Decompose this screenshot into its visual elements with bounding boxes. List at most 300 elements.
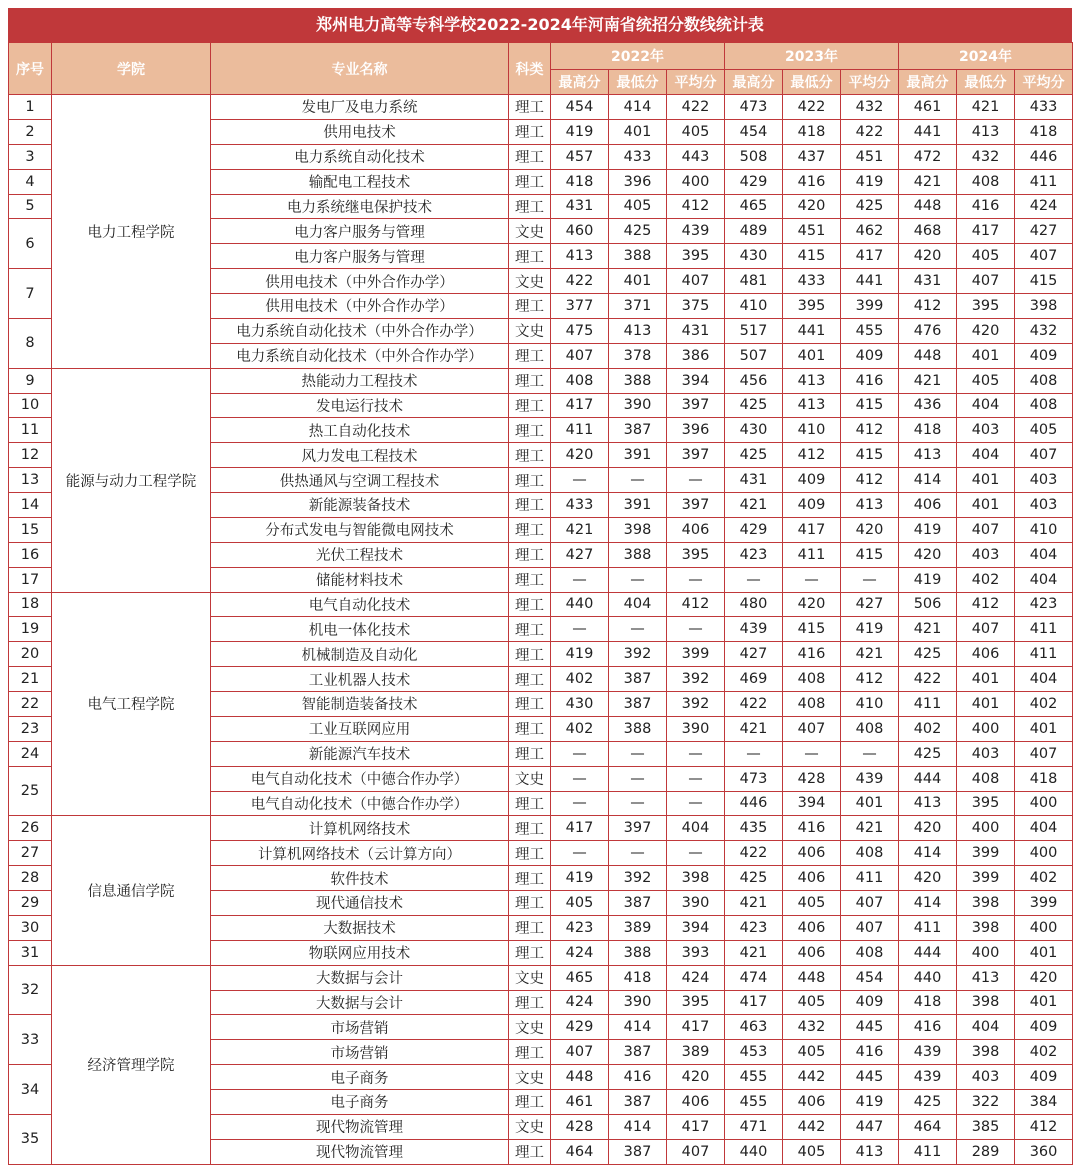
subject-cell: 理工: [509, 990, 551, 1015]
min-score-cell: 416: [783, 169, 841, 194]
college-cell: 信息通信学院: [52, 816, 211, 965]
min-score-cell: 432: [957, 144, 1015, 169]
avg-score-cell: 408: [1015, 393, 1073, 418]
min-score-cell: 395: [957, 791, 1015, 816]
avg-score-cell: 415: [841, 443, 899, 468]
avg-score-cell: 395: [667, 990, 725, 1015]
header-min-score: 最低分: [957, 70, 1015, 95]
avg-score-cell: 398: [667, 866, 725, 891]
min-score-cell: 388: [609, 940, 667, 965]
max-score-cell: 425: [899, 642, 957, 667]
header-college: 学院: [52, 43, 211, 95]
max-score-cell: 444: [899, 766, 957, 791]
major-cell: 软件技术: [211, 866, 509, 891]
avg-score-cell: —: [667, 741, 725, 766]
row-number-cell: 1: [9, 95, 52, 120]
avg-score-cell: 422: [841, 119, 899, 144]
avg-score-cell: 409: [841, 990, 899, 1015]
major-cell: 供用电技术（中外合作办学）: [211, 269, 509, 294]
min-score-cell: 420: [957, 318, 1015, 343]
avg-score-cell: 401: [841, 791, 899, 816]
max-score-cell: 457: [551, 144, 609, 169]
college-cell: 能源与动力工程学院: [52, 368, 211, 592]
min-score-cell: 432: [783, 1015, 841, 1040]
max-score-cell: 419: [551, 119, 609, 144]
max-score-cell: 420: [899, 244, 957, 269]
max-score-cell: 427: [725, 642, 783, 667]
min-score-cell: 387: [609, 1040, 667, 1065]
subject-cell: 理工: [509, 468, 551, 493]
avg-score-cell: 411: [1015, 642, 1073, 667]
avg-score-cell: 396: [667, 418, 725, 443]
row-number-cell: 18: [9, 592, 52, 617]
min-score-cell: 398: [957, 915, 1015, 940]
major-cell: 机电一体化技术: [211, 617, 509, 642]
major-cell: 电子商务: [211, 1065, 509, 1090]
max-score-cell: 422: [725, 692, 783, 717]
max-score-cell: 411: [899, 1139, 957, 1164]
avg-score-cell: 462: [841, 219, 899, 244]
table-row: [9, 965, 1073, 990]
major-cell: 现代通信技术: [211, 891, 509, 916]
max-score-cell: 422: [725, 841, 783, 866]
max-score-cell: 430: [725, 418, 783, 443]
avg-score-cell: 415: [1015, 269, 1073, 294]
min-score-cell: 401: [783, 343, 841, 368]
row-number-cell: 17: [9, 567, 52, 592]
major-cell: 电力系统自动化技术: [211, 144, 509, 169]
min-score-cell: 412: [957, 592, 1015, 617]
header-avg-score: 平均分: [667, 70, 725, 95]
avg-score-cell: 415: [841, 542, 899, 567]
min-score-cell: 413: [957, 965, 1015, 990]
max-score-cell: 489: [725, 219, 783, 244]
max-score-cell: —: [551, 468, 609, 493]
row-number-cell: 3: [9, 144, 52, 169]
avg-score-cell: 410: [1015, 517, 1073, 542]
max-score-cell: —: [725, 741, 783, 766]
avg-score-cell: 427: [1015, 219, 1073, 244]
avg-score-cell: 403: [1015, 493, 1073, 518]
min-score-cell: 390: [609, 393, 667, 418]
avg-score-cell: 400: [1015, 915, 1073, 940]
min-score-cell: 407: [957, 617, 1015, 642]
max-score-cell: 418: [551, 169, 609, 194]
subject-cell: 理工: [509, 866, 551, 891]
major-cell: 市场营销: [211, 1040, 509, 1065]
min-score-cell: 401: [957, 343, 1015, 368]
min-score-cell: 406: [783, 866, 841, 891]
row-number-cell: 5: [9, 194, 52, 219]
avg-score-cell: 422: [667, 95, 725, 120]
avg-score-cell: 404: [1015, 667, 1073, 692]
max-score-cell: 413: [899, 443, 957, 468]
min-score-cell: 404: [957, 393, 1015, 418]
min-score-cell: 392: [609, 866, 667, 891]
major-cell: 电力系统自动化技术（中外合作办学）: [211, 318, 509, 343]
min-score-cell: 405: [783, 891, 841, 916]
min-score-cell: 407: [957, 269, 1015, 294]
row-number-cell: 4: [9, 169, 52, 194]
avg-score-cell: 427: [841, 592, 899, 617]
avg-score-cell: 397: [667, 493, 725, 518]
subject-cell: 理工: [509, 841, 551, 866]
avg-score-cell: 445: [841, 1015, 899, 1040]
avg-score-cell: 424: [667, 965, 725, 990]
score-table: [8, 42, 1073, 1165]
avg-score-cell: 420: [841, 517, 899, 542]
avg-score-cell: 406: [667, 1090, 725, 1115]
avg-score-cell: 418: [1015, 119, 1073, 144]
avg-score-cell: 447: [841, 1114, 899, 1139]
major-cell: 电气自动化技术: [211, 592, 509, 617]
table-row: [9, 368, 1073, 393]
max-score-cell: 421: [899, 368, 957, 393]
min-score-cell: 398: [957, 1040, 1015, 1065]
table-row: [9, 816, 1073, 841]
max-score-cell: 440: [899, 965, 957, 990]
avg-score-cell: 421: [841, 816, 899, 841]
avg-score-cell: 411: [841, 866, 899, 891]
max-score-cell: 431: [725, 468, 783, 493]
max-score-cell: 425: [725, 393, 783, 418]
avg-score-cell: 407: [667, 269, 725, 294]
major-cell: 发电厂及电力系统: [211, 95, 509, 120]
min-score-cell: 414: [609, 1114, 667, 1139]
avg-score-cell: 417: [667, 1114, 725, 1139]
avg-score-cell: 439: [667, 219, 725, 244]
max-score-cell: 419: [551, 642, 609, 667]
max-score-cell: 413: [899, 791, 957, 816]
min-score-cell: 401: [609, 269, 667, 294]
min-score-cell: 406: [783, 1090, 841, 1115]
row-number-cell: 14: [9, 493, 52, 518]
max-score-cell: 428: [551, 1114, 609, 1139]
avg-score-cell: 390: [667, 891, 725, 916]
avg-score-cell: 425: [841, 194, 899, 219]
avg-score-cell: 416: [841, 368, 899, 393]
avg-score-cell: 432: [841, 95, 899, 120]
max-score-cell: 455: [725, 1065, 783, 1090]
score-table-document: [8, 8, 1072, 1165]
max-score-cell: 405: [551, 891, 609, 916]
row-number-cell: 10: [9, 393, 52, 418]
min-score-cell: 413: [957, 119, 1015, 144]
max-score-cell: 476: [899, 318, 957, 343]
avg-score-cell: 392: [667, 667, 725, 692]
min-score-cell: 404: [609, 592, 667, 617]
subject-cell: 文史: [509, 1015, 551, 1040]
avg-score-cell: 412: [841, 468, 899, 493]
major-cell: 工业机器人技术: [211, 667, 509, 692]
max-score-cell: 475: [551, 318, 609, 343]
min-score-cell: 398: [957, 891, 1015, 916]
max-score-cell: 420: [551, 443, 609, 468]
avg-score-cell: 432: [1015, 318, 1073, 343]
min-score-cell: 408: [957, 766, 1015, 791]
row-number-cell: 30: [9, 915, 52, 940]
max-score-cell: 429: [725, 169, 783, 194]
max-score-cell: 377: [551, 294, 609, 319]
min-score-cell: 371: [609, 294, 667, 319]
max-score-cell: 424: [551, 940, 609, 965]
max-score-cell: 412: [899, 294, 957, 319]
max-score-cell: 421: [551, 517, 609, 542]
subject-cell: 理工: [509, 617, 551, 642]
max-score-cell: 431: [899, 269, 957, 294]
avg-score-cell: 411: [1015, 169, 1073, 194]
max-score-cell: 480: [725, 592, 783, 617]
subject-cell: 理工: [509, 95, 551, 120]
max-score-cell: 425: [725, 866, 783, 891]
min-score-cell: 322: [957, 1090, 1015, 1115]
min-score-cell: 416: [783, 642, 841, 667]
min-score-cell: 289: [957, 1139, 1015, 1164]
subject-cell: 理工: [509, 791, 551, 816]
avg-score-cell: 403: [1015, 468, 1073, 493]
min-score-cell: 395: [783, 294, 841, 319]
max-score-cell: 444: [899, 940, 957, 965]
avg-score-cell: 409: [1015, 343, 1073, 368]
avg-score-cell: 407: [667, 1139, 725, 1164]
avg-score-cell: —: [667, 791, 725, 816]
row-number-cell: 22: [9, 692, 52, 717]
min-score-cell: 441: [783, 318, 841, 343]
avg-score-cell: —: [841, 567, 899, 592]
min-score-cell: 425: [609, 219, 667, 244]
major-cell: 现代物流管理: [211, 1114, 509, 1139]
max-score-cell: 406: [899, 493, 957, 518]
row-number-cell: 9: [9, 368, 52, 393]
subject-cell: 文史: [509, 1065, 551, 1090]
max-score-cell: 411: [899, 915, 957, 940]
max-score-cell: 465: [551, 965, 609, 990]
max-score-cell: 402: [899, 716, 957, 741]
avg-score-cell: 400: [1015, 841, 1073, 866]
min-score-cell: 387: [609, 418, 667, 443]
major-cell: 计算机网络技术: [211, 816, 509, 841]
min-score-cell: 388: [609, 542, 667, 567]
avg-score-cell: 386: [667, 343, 725, 368]
row-number-cell: 12: [9, 443, 52, 468]
subject-cell: 理工: [509, 144, 551, 169]
row-number-cell: 16: [9, 542, 52, 567]
subject-cell: 文史: [509, 965, 551, 990]
max-score-cell: 433: [551, 493, 609, 518]
max-score-cell: 517: [725, 318, 783, 343]
subject-cell: 理工: [509, 915, 551, 940]
subject-cell: 理工: [509, 393, 551, 418]
max-score-cell: 506: [899, 592, 957, 617]
major-cell: 现代物流管理: [211, 1139, 509, 1164]
major-cell: 输配电工程技术: [211, 169, 509, 194]
max-score-cell: 464: [551, 1139, 609, 1164]
subject-cell: 文史: [509, 1114, 551, 1139]
avg-score-cell: 393: [667, 940, 725, 965]
max-score-cell: 463: [725, 1015, 783, 1040]
max-score-cell: 481: [725, 269, 783, 294]
avg-score-cell: 402: [1015, 1040, 1073, 1065]
major-cell: 电气自动化技术（中德合作办学）: [211, 791, 509, 816]
avg-score-cell: 415: [841, 393, 899, 418]
avg-score-cell: 421: [841, 642, 899, 667]
avg-score-cell: —: [841, 741, 899, 766]
max-score-cell: 448: [551, 1065, 609, 1090]
subject-cell: 理工: [509, 592, 551, 617]
max-score-cell: 439: [899, 1065, 957, 1090]
max-score-cell: 473: [725, 766, 783, 791]
min-score-cell: 405: [957, 244, 1015, 269]
min-score-cell: 389: [609, 915, 667, 940]
avg-score-cell: 419: [841, 617, 899, 642]
max-score-cell: 429: [551, 1015, 609, 1040]
row-number-cell: 15: [9, 517, 52, 542]
header-max-score: 最高分: [551, 70, 609, 95]
min-score-cell: 387: [609, 667, 667, 692]
max-score-cell: 460: [551, 219, 609, 244]
subject-cell: 理工: [509, 741, 551, 766]
subject-cell: 文史: [509, 219, 551, 244]
min-score-cell: 406: [783, 841, 841, 866]
avg-score-cell: 411: [1015, 617, 1073, 642]
table-body: [9, 95, 1073, 1165]
table-header: [9, 43, 1073, 95]
max-score-cell: 417: [725, 990, 783, 1015]
min-score-cell: 403: [957, 1065, 1015, 1090]
subject-cell: 理工: [509, 716, 551, 741]
subject-cell: 理工: [509, 567, 551, 592]
max-score-cell: 439: [899, 1040, 957, 1065]
min-score-cell: 407: [957, 517, 1015, 542]
avg-score-cell: 405: [1015, 418, 1073, 443]
min-score-cell: 410: [783, 418, 841, 443]
avg-score-cell: —: [667, 617, 725, 642]
subject-cell: 理工: [509, 692, 551, 717]
max-score-cell: 420: [899, 542, 957, 567]
min-score-cell: —: [609, 741, 667, 766]
major-cell: 电气自动化技术（中德合作办学）: [211, 766, 509, 791]
min-score-cell: 391: [609, 443, 667, 468]
avg-score-cell: 392: [667, 692, 725, 717]
header-no: 序号: [9, 43, 52, 95]
avg-score-cell: 404: [1015, 567, 1073, 592]
min-score-cell: 398: [609, 517, 667, 542]
row-number-cell: 35: [9, 1114, 52, 1164]
max-score-cell: 469: [725, 667, 783, 692]
college-cell: 电力工程学院: [52, 95, 211, 369]
min-score-cell: 388: [609, 716, 667, 741]
min-score-cell: 405: [609, 194, 667, 219]
max-score-cell: 431: [551, 194, 609, 219]
avg-score-cell: 401: [1015, 940, 1073, 965]
min-score-cell: 401: [957, 692, 1015, 717]
max-score-cell: 423: [551, 915, 609, 940]
avg-score-cell: 407: [1015, 443, 1073, 468]
avg-score-cell: 360: [1015, 1139, 1073, 1164]
avg-score-cell: 407: [1015, 244, 1073, 269]
max-score-cell: 455: [725, 1090, 783, 1115]
max-score-cell: 473: [725, 95, 783, 120]
avg-score-cell: 397: [667, 393, 725, 418]
avg-score-cell: 413: [841, 493, 899, 518]
avg-score-cell: —: [667, 766, 725, 791]
avg-score-cell: 402: [1015, 692, 1073, 717]
max-score-cell: 421: [899, 169, 957, 194]
max-score-cell: 421: [725, 493, 783, 518]
avg-score-cell: 455: [841, 318, 899, 343]
header-major: 专业名称: [211, 43, 509, 95]
min-score-cell: 420: [783, 194, 841, 219]
min-score-cell: 401: [957, 468, 1015, 493]
subject-cell: 理工: [509, 1040, 551, 1065]
min-score-cell: 388: [609, 368, 667, 393]
min-score-cell: 378: [609, 343, 667, 368]
row-number-cell: 20: [9, 642, 52, 667]
min-score-cell: 433: [609, 144, 667, 169]
max-score-cell: 408: [551, 368, 609, 393]
major-cell: 热能动力工程技术: [211, 368, 509, 393]
max-score-cell: 507: [725, 343, 783, 368]
max-score-cell: 440: [725, 1139, 783, 1164]
max-score-cell: 454: [725, 119, 783, 144]
min-score-cell: 408: [957, 169, 1015, 194]
subject-cell: 理工: [509, 642, 551, 667]
avg-score-cell: 404: [1015, 816, 1073, 841]
subject-cell: 理工: [509, 667, 551, 692]
max-score-cell: 414: [899, 468, 957, 493]
header-avg-score: 平均分: [1015, 70, 1073, 95]
major-cell: 电力系统继电保护技术: [211, 194, 509, 219]
max-score-cell: 430: [725, 244, 783, 269]
max-score-cell: 416: [899, 1015, 957, 1040]
min-score-cell: 413: [783, 393, 841, 418]
max-score-cell: 407: [551, 343, 609, 368]
row-number-cell: 7: [9, 269, 52, 319]
max-score-cell: 419: [899, 517, 957, 542]
max-score-cell: 414: [899, 891, 957, 916]
avg-score-cell: 384: [1015, 1090, 1073, 1115]
max-score-cell: —: [551, 741, 609, 766]
min-score-cell: 400: [957, 816, 1015, 841]
min-score-cell: 442: [783, 1065, 841, 1090]
avg-score-cell: 454: [841, 965, 899, 990]
max-score-cell: 410: [725, 294, 783, 319]
min-score-cell: 416: [783, 816, 841, 841]
row-number-cell: 27: [9, 841, 52, 866]
subject-cell: 理工: [509, 294, 551, 319]
avg-score-cell: 400: [1015, 791, 1073, 816]
min-score-cell: —: [609, 791, 667, 816]
table-row: [9, 95, 1073, 120]
min-score-cell: 405: [957, 368, 1015, 393]
min-score-cell: 405: [783, 1040, 841, 1065]
subject-cell: 理工: [509, 343, 551, 368]
min-score-cell: 420: [783, 592, 841, 617]
min-score-cell: 397: [609, 816, 667, 841]
min-score-cell: 387: [609, 1139, 667, 1164]
major-cell: 机械制造及自动化: [211, 642, 509, 667]
min-score-cell: 396: [609, 169, 667, 194]
min-score-cell: 415: [783, 617, 841, 642]
avg-score-cell: 375: [667, 294, 725, 319]
max-score-cell: 439: [725, 617, 783, 642]
min-score-cell: 408: [783, 692, 841, 717]
avg-score-cell: 405: [667, 119, 725, 144]
avg-score-cell: 410: [841, 692, 899, 717]
min-score-cell: 404: [957, 1015, 1015, 1040]
row-number-cell: 33: [9, 1015, 52, 1065]
max-score-cell: 474: [725, 965, 783, 990]
